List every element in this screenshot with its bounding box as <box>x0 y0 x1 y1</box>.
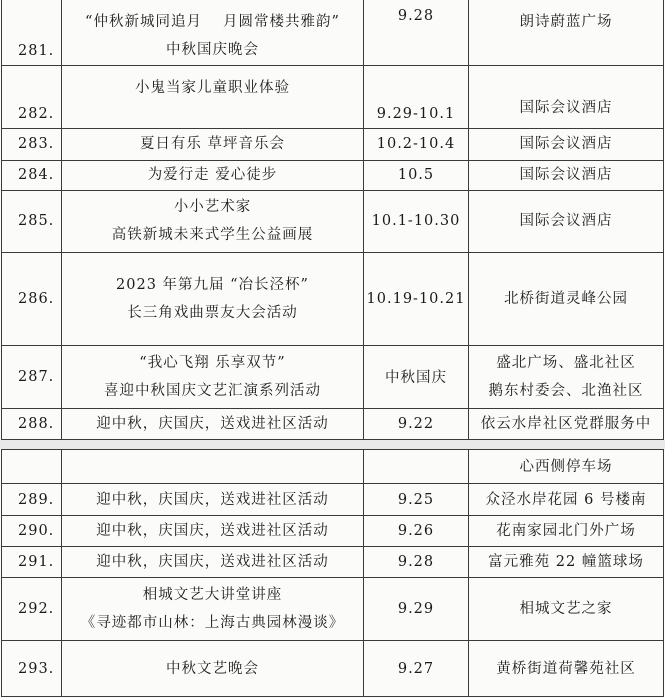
table-page-bottom <box>0 449 665 698</box>
row-number: 284. <box>2 160 62 190</box>
table-row <box>2 516 664 547</box>
event-name: 小鬼当家儿童职业体验 <box>62 65 364 128</box>
event-date: 10.2-10.4 <box>364 128 469 160</box>
table-row <box>2 252 664 345</box>
table-row <box>2 484 664 516</box>
event-venue: 富元雅苑 22 幢篮球场 <box>469 547 664 578</box>
event-date: 中秋国庆 <box>364 345 469 408</box>
event-name: 迎中秋，庆国庆，送戏进社区活动 <box>62 547 364 578</box>
table-row <box>2 160 664 190</box>
table-row <box>2 408 664 439</box>
row-number: 283. <box>2 128 62 160</box>
event-date <box>364 450 469 484</box>
row-number: 282. <box>2 65 62 128</box>
event-name: 夏日有乐 草坪音乐会 <box>62 128 364 160</box>
row-number: 292. <box>2 578 62 641</box>
event-date: 9.28 <box>364 0 469 65</box>
row-number: 291. <box>2 547 62 578</box>
table-row <box>2 547 664 578</box>
event-name: 迎中秋，庆国庆，送戏进社区活动 <box>62 408 364 439</box>
event-venue: 朗诗蔚蓝广场 <box>469 0 664 65</box>
event-venue: 心西侧停车场 <box>469 450 664 484</box>
row-number: 281. <box>2 0 62 65</box>
event-name: “我心飞翔 乐享双节” 喜迎中秋国庆文艺汇演系列活动 <box>62 345 364 408</box>
event-name: 2023 年第九届 “冶长泾杯” 长三角戏曲票友大会活动 <box>62 252 364 345</box>
events-table-top <box>1 0 664 440</box>
row-number: 287. <box>2 345 62 408</box>
event-name: 为爱行走 爱心徒步 <box>62 160 364 190</box>
table-row <box>2 190 664 252</box>
event-venue: 国际会议酒店 <box>469 190 664 252</box>
event-name: 迎中秋，庆国庆，送戏进社区活动 <box>62 484 364 516</box>
event-name: 小小艺术家 高铁新城未来式学生公益画展 <box>62 190 364 252</box>
event-venue: 北桥街道灵峰公园 <box>469 252 664 345</box>
event-venue: 花南家园北门外广场 <box>469 516 664 547</box>
row-number: 286. <box>2 252 62 345</box>
event-date: 9.29-10.1 <box>364 65 469 128</box>
event-venue: 黄桥街道荷馨苑社区 <box>469 641 664 697</box>
event-date: 9.29 <box>364 578 469 641</box>
table-row <box>2 0 664 65</box>
event-name <box>62 450 364 484</box>
event-venue: 国际会议酒店 <box>469 65 664 128</box>
row-number: 288. <box>2 408 62 439</box>
table-row <box>2 578 664 641</box>
row-number <box>2 450 62 484</box>
row-number: 290. <box>2 516 62 547</box>
event-date: 9.25 <box>364 484 469 516</box>
table-row <box>2 65 664 128</box>
table-row <box>2 641 664 697</box>
event-date: 9.26 <box>364 516 469 547</box>
event-date: 9.28 <box>364 547 469 578</box>
event-name: 迎中秋，庆国庆，送戏进社区活动 <box>62 516 364 547</box>
event-venue: 依云水岸社区党群服务中 <box>469 408 664 439</box>
event-date: 9.22 <box>364 408 469 439</box>
event-date: 10.5 <box>364 160 469 190</box>
event-venue: 国际会议酒店 <box>469 160 664 190</box>
event-venue: 相城文艺之家 <box>469 578 664 641</box>
table-row <box>2 345 664 408</box>
event-name: 中秋文艺晚会 <box>62 641 364 697</box>
row-number: 289. <box>2 484 62 516</box>
event-name: “仲秋新城同追月 月圆常楼共雅韵” 中秋国庆晚会 <box>62 0 364 65</box>
table-row <box>2 450 664 484</box>
event-date: 10.19-10.21 <box>364 252 469 345</box>
event-date: 10.1-10.30 <box>364 190 469 252</box>
table-row <box>2 128 664 160</box>
event-venue: 众泾水岸花园 6 号楼南 <box>469 484 664 516</box>
row-number: 293. <box>2 641 62 697</box>
event-venue: 盛北广场、盛北社区 鹅东村委会、北渔社区 <box>469 345 664 408</box>
event-date: 9.27 <box>364 641 469 697</box>
row-number: 285. <box>2 190 62 252</box>
event-name: 相城文艺大讲堂讲座 《寻迹都市山林：上海古典园林漫谈》 <box>62 578 364 641</box>
event-venue: 国际会议酒店 <box>469 128 664 160</box>
events-table-bottom <box>1 449 664 697</box>
